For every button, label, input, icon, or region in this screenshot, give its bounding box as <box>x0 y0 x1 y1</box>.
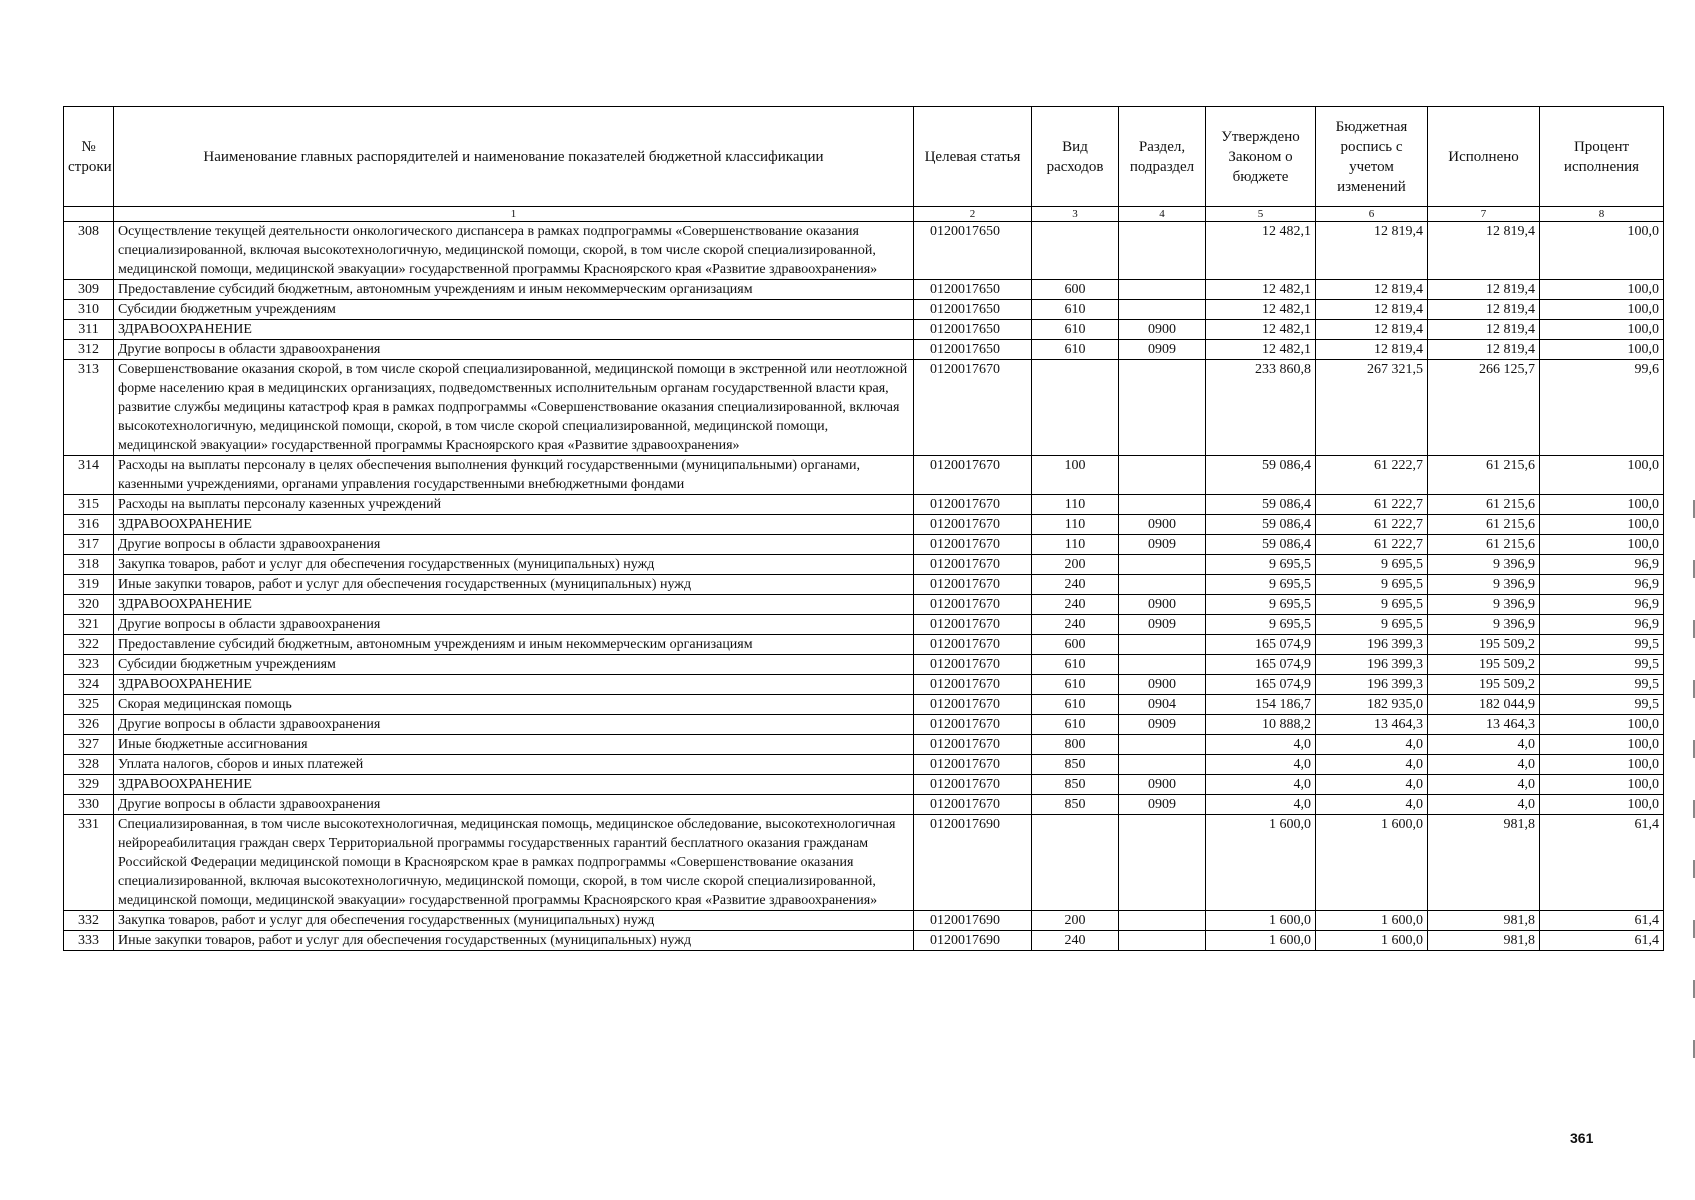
target-article-cell: 0120017670 <box>914 535 1032 555</box>
section-cell <box>1119 815 1206 911</box>
budget-schedule-cell: 196 399,3 <box>1316 655 1428 675</box>
row-name-cell: Другие вопросы в области здравоохранения <box>114 340 914 360</box>
target-article-cell: 0120017690 <box>914 931 1032 951</box>
target-article-cell: 0120017670 <box>914 515 1032 535</box>
budget-schedule-cell: 1 600,0 <box>1316 815 1428 911</box>
budget-schedule-cell: 1 600,0 <box>1316 911 1428 931</box>
approved-cell: 1 600,0 <box>1206 911 1316 931</box>
target-article-cell: 0120017650 <box>914 340 1032 360</box>
executed-cell: 61 215,6 <box>1428 456 1540 495</box>
percent-cell: 100,0 <box>1540 535 1664 555</box>
table-row <box>64 615 1664 635</box>
budget-schedule-cell: 61 222,7 <box>1316 515 1428 535</box>
section-cell: 0900 <box>1119 775 1206 795</box>
expense-kind-cell <box>1032 222 1119 280</box>
section-cell <box>1119 735 1206 755</box>
approved-cell: 9 695,5 <box>1206 615 1316 635</box>
budget-execution-table <box>63 106 1664 951</box>
row-name-cell: Субсидии бюджетным учреждениям <box>114 655 914 675</box>
table-row <box>64 735 1664 755</box>
row-name-cell: ЗДРАВООХРАНЕНИЕ <box>114 775 914 795</box>
executed-cell: 9 396,9 <box>1428 595 1540 615</box>
budget-schedule-cell: 196 399,3 <box>1316 675 1428 695</box>
expense-kind-cell: 850 <box>1032 795 1119 815</box>
percent-cell: 96,9 <box>1540 555 1664 575</box>
target-article-cell: 0120017670 <box>914 655 1032 675</box>
column-number: 6 <box>1316 207 1428 222</box>
row-name-cell: Субсидии бюджетным учреждениям <box>114 300 914 320</box>
target-article-cell: 0120017650 <box>914 320 1032 340</box>
column-number: 2 <box>914 207 1032 222</box>
expense-kind-cell: 850 <box>1032 755 1119 775</box>
section-cell <box>1119 280 1206 300</box>
target-article-cell: 0120017650 <box>914 280 1032 300</box>
section-cell: 0909 <box>1119 615 1206 635</box>
budget-schedule-cell: 12 819,4 <box>1316 320 1428 340</box>
expense-kind-cell: 240 <box>1032 575 1119 595</box>
row-number-cell: 321 <box>64 615 114 635</box>
column-number: 8 <box>1540 207 1664 222</box>
section-cell <box>1119 300 1206 320</box>
executed-cell: 12 819,4 <box>1428 300 1540 320</box>
budget-schedule-cell: 4,0 <box>1316 735 1428 755</box>
target-article-cell: 0120017690 <box>914 911 1032 931</box>
row-name-cell: ЗДРАВООХРАНЕНИЕ <box>114 595 914 615</box>
executed-cell: 981,8 <box>1428 815 1540 911</box>
target-article-cell: 0120017670 <box>914 495 1032 515</box>
budget-schedule-cell: 4,0 <box>1316 775 1428 795</box>
expense-kind-cell: 240 <box>1032 931 1119 951</box>
budget-schedule-cell: 12 819,4 <box>1316 300 1428 320</box>
expense-kind-cell: 200 <box>1032 911 1119 931</box>
expense-kind-cell: 110 <box>1032 495 1119 515</box>
row-number-cell: 316 <box>64 515 114 535</box>
table-row <box>64 695 1664 715</box>
row-name-cell: Иные закупки товаров, работ и услуг для обеспечения государственных (муниципальных) нужд <box>114 931 914 951</box>
table-row <box>64 775 1664 795</box>
percent-cell: 100,0 <box>1540 300 1664 320</box>
executed-cell: 61 215,6 <box>1428 535 1540 555</box>
row-name-cell: Другие вопросы в области здравоохранения <box>114 615 914 635</box>
column-number: 4 <box>1119 207 1206 222</box>
approved-cell: 59 086,4 <box>1206 515 1316 535</box>
row-number-cell: 325 <box>64 695 114 715</box>
budget-schedule-cell: 61 222,7 <box>1316 535 1428 555</box>
executed-cell: 12 819,4 <box>1428 320 1540 340</box>
row-name-cell: Специализированная, в том числе высокотехнологичная, медицинская помощь, медицинское обследование, высокотехнологичная нейрореабилитация граждан сверх Территориальной программы государственных гарантий бесплатного оказания гражданам Российской Федерации медицинской помощи в Красноярском крае в рамках подпрограммы «Совершенствование оказания специализированной, включая высокотехнологичную, медицинской помощи, скорой, в том числе скорой специализированной, медицинской помощи, медицинской эвакуации» государственной программы Красноярского края «Развитие здравоохранения» <box>114 815 914 911</box>
budget-schedule-cell: 4,0 <box>1316 755 1428 775</box>
budget-schedule-cell: 61 222,7 <box>1316 456 1428 495</box>
budget-schedule-cell: 13 464,3 <box>1316 715 1428 735</box>
row-name-cell: Другие вопросы в области здравоохранения <box>114 795 914 815</box>
approved-cell: 59 086,4 <box>1206 495 1316 515</box>
table-row <box>64 340 1664 360</box>
header-name: Наименование главных распорядителей и наименование показателей бюджетной классификации <box>114 107 914 207</box>
row-number-cell: 311 <box>64 320 114 340</box>
percent-cell: 96,9 <box>1540 595 1664 615</box>
row-number-cell: 326 <box>64 715 114 735</box>
column-number <box>64 207 114 222</box>
executed-cell: 4,0 <box>1428 755 1540 775</box>
column-number: 5 <box>1206 207 1316 222</box>
percent-cell: 96,9 <box>1540 615 1664 635</box>
expense-kind-cell: 610 <box>1032 695 1119 715</box>
percent-cell: 100,0 <box>1540 755 1664 775</box>
expense-kind-cell: 610 <box>1032 300 1119 320</box>
executed-cell: 9 396,9 <box>1428 615 1540 635</box>
page-number: 361 <box>1570 1130 1594 1146</box>
budget-schedule-cell: 182 935,0 <box>1316 695 1428 715</box>
section-cell: 0904 <box>1119 695 1206 715</box>
table-row <box>64 300 1664 320</box>
percent-cell: 100,0 <box>1540 495 1664 515</box>
percent-cell: 100,0 <box>1540 775 1664 795</box>
approved-cell: 165 074,9 <box>1206 635 1316 655</box>
budget-schedule-cell: 196 399,3 <box>1316 635 1428 655</box>
percent-cell: 100,0 <box>1540 222 1664 280</box>
row-name-cell: Предоставление субсидий бюджетным, автономным учреждениям и иным некоммерческим организациям <box>114 635 914 655</box>
column-number: 3 <box>1032 207 1119 222</box>
executed-cell: 981,8 <box>1428 931 1540 951</box>
target-article-cell: 0120017670 <box>914 555 1032 575</box>
table-row <box>64 595 1664 615</box>
table-row <box>64 495 1664 515</box>
section-cell: 0909 <box>1119 340 1206 360</box>
row-number-cell: 330 <box>64 795 114 815</box>
row-number-cell: 331 <box>64 815 114 911</box>
expense-kind-cell: 240 <box>1032 595 1119 615</box>
executed-cell: 182 044,9 <box>1428 695 1540 715</box>
header-approved: Утверждено Законом о бюджете <box>1206 107 1316 207</box>
approved-cell: 1 600,0 <box>1206 931 1316 951</box>
section-cell <box>1119 575 1206 595</box>
approved-cell: 9 695,5 <box>1206 555 1316 575</box>
approved-cell: 233 860,8 <box>1206 360 1316 456</box>
row-number-cell: 328 <box>64 755 114 775</box>
table-row <box>64 555 1664 575</box>
target-article-cell: 0120017670 <box>914 755 1032 775</box>
percent-cell: 100,0 <box>1540 280 1664 300</box>
row-number-cell: 315 <box>64 495 114 515</box>
budget-schedule-cell: 9 695,5 <box>1316 555 1428 575</box>
section-cell: 0900 <box>1119 515 1206 535</box>
target-article-cell: 0120017670 <box>914 675 1032 695</box>
section-cell <box>1119 555 1206 575</box>
percent-cell: 61,4 <box>1540 911 1664 931</box>
percent-cell: 99,5 <box>1540 675 1664 695</box>
section-cell: 0909 <box>1119 715 1206 735</box>
row-number-cell: 329 <box>64 775 114 795</box>
expense-kind-cell: 850 <box>1032 775 1119 795</box>
approved-cell: 9 695,5 <box>1206 595 1316 615</box>
target-article-cell: 0120017690 <box>914 815 1032 911</box>
percent-cell: 99,6 <box>1540 360 1664 456</box>
table-row <box>64 911 1664 931</box>
table-row <box>64 815 1664 911</box>
table-row <box>64 635 1664 655</box>
row-name-cell: Другие вопросы в области здравоохранения <box>114 715 914 735</box>
approved-cell: 12 482,1 <box>1206 340 1316 360</box>
percent-cell: 100,0 <box>1540 735 1664 755</box>
budget-schedule-cell: 12 819,4 <box>1316 222 1428 280</box>
target-article-cell: 0120017670 <box>914 715 1032 735</box>
budget-schedule-cell: 9 695,5 <box>1316 575 1428 595</box>
row-name-cell: Закупка товаров, работ и услуг для обеспечения государственных (муниципальных) нужд <box>114 555 914 575</box>
table-row <box>64 320 1664 340</box>
approved-cell: 4,0 <box>1206 775 1316 795</box>
percent-cell: 100,0 <box>1540 456 1664 495</box>
executed-cell: 266 125,7 <box>1428 360 1540 456</box>
target-article-cell: 0120017650 <box>914 222 1032 280</box>
row-number-cell: 313 <box>64 360 114 456</box>
section-cell <box>1119 360 1206 456</box>
row-name-cell: Закупка товаров, работ и услуг для обеспечения государственных (муниципальных) нужд <box>114 911 914 931</box>
percent-cell: 99,5 <box>1540 655 1664 675</box>
approved-cell: 165 074,9 <box>1206 655 1316 675</box>
executed-cell: 9 396,9 <box>1428 575 1540 595</box>
row-number-cell: 327 <box>64 735 114 755</box>
target-article-cell: 0120017670 <box>914 695 1032 715</box>
executed-cell: 13 464,3 <box>1428 715 1540 735</box>
percent-cell: 100,0 <box>1540 795 1664 815</box>
expense-kind-cell: 610 <box>1032 715 1119 735</box>
row-name-cell: Иные закупки товаров, работ и услуг для обеспечения государственных (муниципальных) нужд <box>114 575 914 595</box>
table-row <box>64 795 1664 815</box>
table-body <box>64 222 1664 951</box>
section-cell <box>1119 456 1206 495</box>
target-article-cell: 0120017670 <box>914 575 1032 595</box>
section-cell <box>1119 755 1206 775</box>
row-number-cell: 318 <box>64 555 114 575</box>
row-name-cell: ЗДРАВООХРАНЕНИЕ <box>114 515 914 535</box>
budget-schedule-cell: 1 600,0 <box>1316 931 1428 951</box>
row-number-cell: 319 <box>64 575 114 595</box>
expense-kind-cell: 200 <box>1032 555 1119 575</box>
approved-cell: 10 888,2 <box>1206 715 1316 735</box>
section-cell <box>1119 655 1206 675</box>
section-cell: 0900 <box>1119 675 1206 695</box>
section-cell <box>1119 911 1206 931</box>
row-number-cell: 314 <box>64 456 114 495</box>
row-name-cell: Предоставление субсидий бюджетным, автономным учреждениям и иным некоммерческим организациям <box>114 280 914 300</box>
expense-kind-cell: 600 <box>1032 280 1119 300</box>
executed-cell: 4,0 <box>1428 735 1540 755</box>
executed-cell: 61 215,6 <box>1428 515 1540 535</box>
percent-cell: 96,9 <box>1540 575 1664 595</box>
target-article-cell: 0120017670 <box>914 635 1032 655</box>
expense-kind-cell: 240 <box>1032 615 1119 635</box>
row-name-cell: Уплата налогов, сборов и иных платежей <box>114 755 914 775</box>
percent-cell: 99,5 <box>1540 635 1664 655</box>
row-number-cell: 312 <box>64 340 114 360</box>
target-article-cell: 0120017670 <box>914 795 1032 815</box>
expense-kind-cell <box>1032 815 1119 911</box>
executed-cell: 12 819,4 <box>1428 280 1540 300</box>
budget-schedule-cell: 9 695,5 <box>1316 615 1428 635</box>
budget-schedule-cell: 61 222,7 <box>1316 495 1428 515</box>
header-percent: Процент исполнения <box>1540 107 1664 207</box>
table-header-row <box>64 107 1664 207</box>
approved-cell: 12 482,1 <box>1206 280 1316 300</box>
expense-kind-cell: 800 <box>1032 735 1119 755</box>
section-cell <box>1119 222 1206 280</box>
target-article-cell: 0120017650 <box>914 300 1032 320</box>
target-article-cell: 0120017670 <box>914 775 1032 795</box>
approved-cell: 165 074,9 <box>1206 675 1316 695</box>
row-number-cell: 322 <box>64 635 114 655</box>
expense-kind-cell: 610 <box>1032 675 1119 695</box>
table-row <box>64 575 1664 595</box>
section-cell: 0900 <box>1119 320 1206 340</box>
budget-schedule-cell: 4,0 <box>1316 795 1428 815</box>
row-number-cell: 324 <box>64 675 114 695</box>
table-row <box>64 360 1664 456</box>
expense-kind-cell: 600 <box>1032 635 1119 655</box>
row-number-cell: 333 <box>64 931 114 951</box>
percent-cell: 61,4 <box>1540 815 1664 911</box>
approved-cell: 12 482,1 <box>1206 320 1316 340</box>
table-row <box>64 715 1664 735</box>
executed-cell: 12 819,4 <box>1428 340 1540 360</box>
row-name-cell: Расходы на выплаты персоналу в целях обеспечения выполнения функций государственными (муниципальными) органами, казенными учреждениями, органами управления государственными внебюджетными фондами <box>114 456 914 495</box>
column-number: 7 <box>1428 207 1540 222</box>
target-article-cell: 0120017670 <box>914 360 1032 456</box>
expense-kind-cell: 110 <box>1032 515 1119 535</box>
section-cell: 0909 <box>1119 535 1206 555</box>
expense-kind-cell <box>1032 360 1119 456</box>
budget-schedule-cell: 9 695,5 <box>1316 595 1428 615</box>
column-number-row <box>64 207 1664 222</box>
section-cell <box>1119 635 1206 655</box>
executed-cell: 981,8 <box>1428 911 1540 931</box>
row-number-cell: 317 <box>64 535 114 555</box>
executed-cell: 12 819,4 <box>1428 222 1540 280</box>
row-name-cell: Скорая медицинская помощь <box>114 695 914 715</box>
target-article-cell: 0120017670 <box>914 615 1032 635</box>
expense-kind-cell: 610 <box>1032 320 1119 340</box>
approved-cell: 12 482,1 <box>1206 300 1316 320</box>
target-article-cell: 0120017670 <box>914 456 1032 495</box>
row-name-cell: Расходы на выплаты персоналу казенных учреждений <box>114 495 914 515</box>
approved-cell: 59 086,4 <box>1206 535 1316 555</box>
approved-cell: 4,0 <box>1206 795 1316 815</box>
executed-cell: 195 509,2 <box>1428 655 1540 675</box>
header-target-article: Целевая статья <box>914 107 1032 207</box>
expense-kind-cell: 610 <box>1032 655 1119 675</box>
table-row <box>64 222 1664 280</box>
section-cell: 0900 <box>1119 595 1206 615</box>
header-row-number: № строки <box>64 107 114 207</box>
header-expense-kind: Вид расходов <box>1032 107 1119 207</box>
approved-cell: 9 695,5 <box>1206 575 1316 595</box>
section-cell <box>1119 931 1206 951</box>
percent-cell: 99,5 <box>1540 695 1664 715</box>
approved-cell: 154 186,7 <box>1206 695 1316 715</box>
executed-cell: 195 509,2 <box>1428 675 1540 695</box>
percent-cell: 100,0 <box>1540 320 1664 340</box>
expense-kind-cell: 610 <box>1032 340 1119 360</box>
executed-cell: 4,0 <box>1428 795 1540 815</box>
expense-kind-cell: 110 <box>1032 535 1119 555</box>
approved-cell: 12 482,1 <box>1206 222 1316 280</box>
row-name-cell: ЗДРАВООХРАНЕНИЕ <box>114 320 914 340</box>
expense-kind-cell: 100 <box>1032 456 1119 495</box>
table-row <box>64 535 1664 555</box>
row-number-cell: 308 <box>64 222 114 280</box>
percent-cell: 100,0 <box>1540 715 1664 735</box>
percent-cell: 100,0 <box>1540 515 1664 535</box>
row-name-cell: Иные бюджетные ассигнования <box>114 735 914 755</box>
budget-schedule-cell: 12 819,4 <box>1316 340 1428 360</box>
section-cell: 0909 <box>1119 795 1206 815</box>
target-article-cell: 0120017670 <box>914 595 1032 615</box>
row-name-cell: Совершенствование оказания скорой, в том числе скорой специализированной, медицинской помощи в экстренной или неотложной форме населению края в медицинских организациях, подведомственных исполнительным органам государственной власти края, развитие службы медицины катастроф края в рамках подпрограммы «Совершенствование оказания специализированной, включая высокотехнологичную, медицинской помощи, скорой, в том числе скорой специализированной, медицинской помощи, медицинской эвакуации» государственной программы Красноярского края «Развитие здравоохранения» <box>114 360 914 456</box>
percent-cell: 61,4 <box>1540 931 1664 951</box>
section-cell <box>1119 495 1206 515</box>
header-budget-schedule: Бюджетная роспись с учетом изменений <box>1316 107 1428 207</box>
approved-cell: 1 600,0 <box>1206 815 1316 911</box>
row-number-cell: 332 <box>64 911 114 931</box>
approved-cell: 59 086,4 <box>1206 456 1316 495</box>
percent-cell: 100,0 <box>1540 340 1664 360</box>
table-row <box>64 280 1664 300</box>
budget-schedule-cell: 12 819,4 <box>1316 280 1428 300</box>
table-row <box>64 655 1664 675</box>
executed-cell: 195 509,2 <box>1428 635 1540 655</box>
row-number-cell: 309 <box>64 280 114 300</box>
header-executed: Исполнено <box>1428 107 1540 207</box>
row-number-cell: 320 <box>64 595 114 615</box>
header-section: Раздел, подраздел <box>1119 107 1206 207</box>
column-number: 1 <box>114 207 914 222</box>
budget-schedule-cell: 267 321,5 <box>1316 360 1428 456</box>
table-row <box>64 755 1664 775</box>
executed-cell: 4,0 <box>1428 775 1540 795</box>
row-name-cell: Другие вопросы в области здравоохранения <box>114 535 914 555</box>
approved-cell: 4,0 <box>1206 735 1316 755</box>
row-name-cell: Осуществление текущей деятельности онкологического диспансера в рамках подпрограммы «Совершенствование оказания специализированной, включая высокотехнологичную, медицинской помощи, скорой, в том числе скорой специализированной, медицинской помощи, медицинской эвакуации» государственной программы Красноярского края «Развитие здравоохранения» <box>114 222 914 280</box>
executed-cell: 61 215,6 <box>1428 495 1540 515</box>
table-row <box>64 931 1664 951</box>
table-row <box>64 675 1664 695</box>
table-row <box>64 515 1664 535</box>
row-number-cell: 323 <box>64 655 114 675</box>
table-row <box>64 456 1664 495</box>
approved-cell: 4,0 <box>1206 755 1316 775</box>
row-number-cell: 310 <box>64 300 114 320</box>
row-name-cell: ЗДРАВООХРАНЕНИЕ <box>114 675 914 695</box>
target-article-cell: 0120017670 <box>914 735 1032 755</box>
executed-cell: 9 396,9 <box>1428 555 1540 575</box>
